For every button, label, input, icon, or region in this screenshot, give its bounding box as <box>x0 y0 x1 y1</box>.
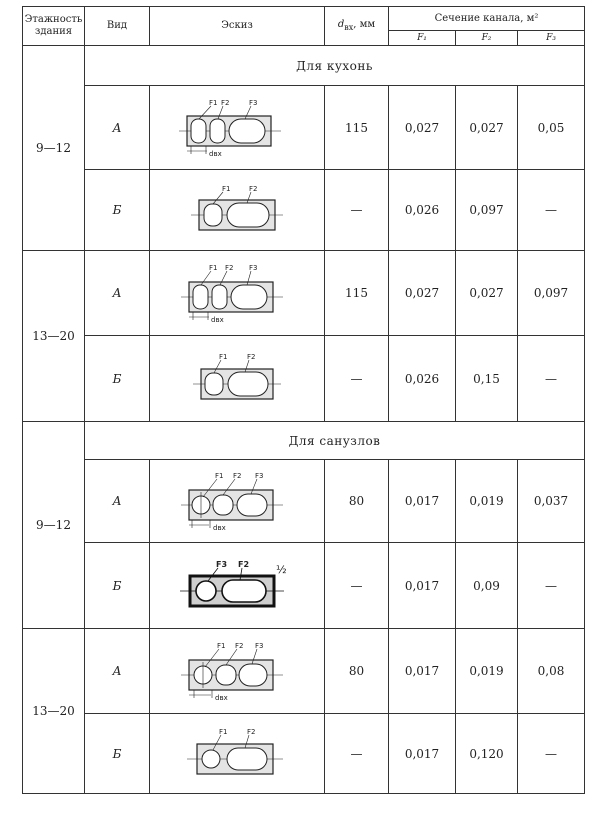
label-f3: F3 <box>249 264 258 272</box>
label-f3: F3 <box>249 98 258 107</box>
floors-cell: 13—20 <box>23 251 85 422</box>
f1-cell: 0,026 <box>389 170 456 251</box>
channel-sketch <box>177 470 297 532</box>
f3-cell: — <box>518 543 585 629</box>
table-row <box>23 629 585 714</box>
header-f2: F₂ <box>456 31 518 46</box>
label-f2: F2 <box>238 559 250 569</box>
label-f2: F2 <box>221 98 230 107</box>
f1-cell: 0,017 <box>389 460 456 543</box>
label-note: ½ <box>276 562 287 576</box>
sketch-cell <box>150 251 325 336</box>
view-cell: А <box>85 86 150 170</box>
header-view: Вид <box>85 7 150 46</box>
sketch-cell <box>150 460 325 543</box>
sketch-cell <box>150 86 325 170</box>
channel-sketch <box>177 262 297 324</box>
dvx-cell: 115 <box>325 86 389 170</box>
header-dvx-main: d <box>337 18 345 30</box>
channel-sketch <box>177 640 297 702</box>
label-f2: F2 <box>235 642 244 650</box>
header-dvx-sub: вх <box>344 22 354 32</box>
table-row <box>23 543 585 629</box>
header-dvx <box>325 7 389 46</box>
label-f3: F3 <box>255 472 264 480</box>
f2-cell: 0,019 <box>456 629 518 714</box>
header-dvx-unit: , мм <box>353 18 376 30</box>
label-f1: F1 <box>209 98 218 107</box>
table-row <box>23 460 585 543</box>
header-floors: Этажность здания <box>23 7 85 46</box>
label-f1: F1 <box>219 727 228 736</box>
f1-cell: 0,017 <box>389 629 456 714</box>
dvx-cell: — <box>325 543 389 629</box>
dvx-cell: — <box>325 170 389 251</box>
f1-cell: 0,017 <box>389 714 456 794</box>
table-row <box>23 86 585 170</box>
table-row <box>23 714 585 794</box>
f3-cell: 0,05 <box>518 86 585 170</box>
label-f2: F2 <box>249 185 258 193</box>
f1-cell: 0,027 <box>389 251 456 336</box>
label-dvx: dвх <box>209 149 222 158</box>
floors-cell: 13—20 <box>23 629 85 794</box>
sketch-cell <box>150 336 325 422</box>
f2-cell: 0,097 <box>456 170 518 251</box>
sketch-cell <box>150 543 325 629</box>
label-f3: F3 <box>216 559 228 569</box>
label-f1: F1 <box>219 352 228 361</box>
f2-cell: 0,019 <box>456 460 518 543</box>
channel-sketch <box>177 98 297 158</box>
channel-sketch <box>177 726 297 782</box>
header-f1: F₁ <box>389 31 456 46</box>
header-section: Сечение канала, м² <box>389 7 585 31</box>
view-cell: Б <box>85 714 150 794</box>
f3-cell: — <box>518 336 585 422</box>
f2-cell: 0,027 <box>456 86 518 170</box>
label-dvx: dвх <box>211 316 224 324</box>
sketch-cell <box>150 714 325 794</box>
label-f1: F1 <box>215 472 224 480</box>
section-title-kitchen: Для кухонь <box>85 46 585 86</box>
label-f1: F1 <box>222 185 231 193</box>
floors-cell: 9—12 <box>23 422 85 629</box>
label-f3: F3 <box>255 642 264 650</box>
label-f2: F2 <box>225 264 234 272</box>
table-row <box>23 336 585 422</box>
f2-cell: 0,15 <box>456 336 518 422</box>
label-f2: F2 <box>247 352 256 361</box>
label-dvx: dвх <box>213 524 226 532</box>
ventilation-channel-table <box>22 6 585 794</box>
f2-cell: 0,027 <box>456 251 518 336</box>
dvx-cell: 80 <box>325 629 389 714</box>
f3-cell: — <box>518 170 585 251</box>
sketch-cell <box>150 170 325 251</box>
f3-cell: 0,037 <box>518 460 585 543</box>
f1-cell: 0,026 <box>389 336 456 422</box>
label-f1: F1 <box>217 642 226 650</box>
f2-cell: 0,120 <box>456 714 518 794</box>
section-title-bath: Для санузлов <box>85 422 585 460</box>
channel-sketch <box>177 182 297 238</box>
view-cell: А <box>85 629 150 714</box>
table-row <box>23 170 585 251</box>
label-dvx: dвх <box>215 694 228 702</box>
sketch-cell <box>150 629 325 714</box>
f3-cell: 0,08 <box>518 629 585 714</box>
channel-sketch <box>177 351 297 407</box>
channel-sketch <box>172 558 302 614</box>
dvx-cell: 80 <box>325 460 389 543</box>
label-f1: F1 <box>209 264 218 272</box>
view-cell: Б <box>85 170 150 251</box>
dvx-cell: — <box>325 714 389 794</box>
dvx-cell: — <box>325 336 389 422</box>
label-f2: F2 <box>247 727 256 736</box>
f1-cell: 0,027 <box>389 86 456 170</box>
f2-cell: 0,09 <box>456 543 518 629</box>
view-cell: Б <box>85 336 150 422</box>
f1-cell: 0,017 <box>389 543 456 629</box>
view-cell: А <box>85 460 150 543</box>
f3-cell: — <box>518 714 585 794</box>
dvx-cell: 115 <box>325 251 389 336</box>
header-f3: F₃ <box>518 31 585 46</box>
header-sketch: Эскиз <box>150 7 325 46</box>
f3-cell: 0,097 <box>518 251 585 336</box>
table-row <box>23 251 585 336</box>
label-f2: F2 <box>233 472 242 480</box>
floors-cell: 9—12 <box>23 46 85 251</box>
view-cell: Б <box>85 543 150 629</box>
view-cell: А <box>85 251 150 336</box>
